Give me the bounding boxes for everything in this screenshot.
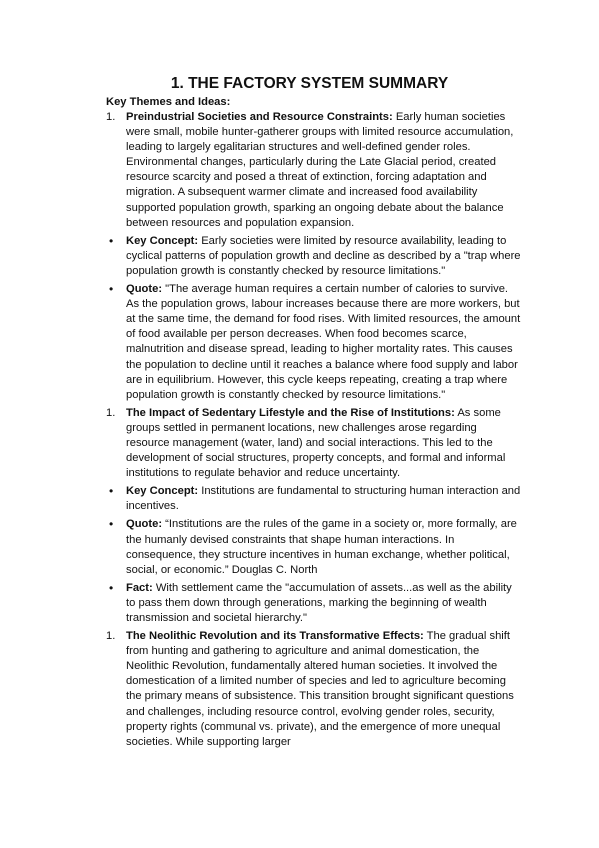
- item-text: “Institutions are the rules of the game in a society or, more formally, are the humanly devised constraints that shape human interactions. In consequence, they structure incentives in human exchange, whether political, social, or economic.” Douglas C. North: [126, 518, 517, 576]
- list-item: [106, 517, 521, 577]
- list-item: [106, 406, 521, 481]
- item-text: The gradual shift from hunting and gathering to agriculture and animal domestication, the Neolithic Revolution, fundamentally altered human societies. It involved the domestication of a limited number of species and led to agriculture becoming the primary means of subsistence. This transition brought significant questions and challenges, including resource control, evolving gender roles, security, property rights (communal vs. private), and the emergence of more unequal societies. While supporting larger: [126, 630, 514, 748]
- list-item: [106, 282, 521, 403]
- list-item: [106, 484, 521, 514]
- item-text: Institutions are fundamental to structuring human interaction and incentives.: [126, 485, 521, 513]
- bullet-marker: •: [109, 580, 114, 595]
- number-marker: 1.: [106, 630, 116, 643]
- list-item: [106, 581, 521, 626]
- item-label: Key Concept:: [126, 234, 199, 247]
- themes-list: [106, 110, 521, 750]
- item-label: Key Concept:: [126, 485, 199, 498]
- bullet-marker: •: [109, 282, 114, 297]
- item-text: "The average human requires a certain number of calories to survive. As the population grows, labour increases because there are more workers, but at the same time, the demand for food rises. With limited resources, the amount of food available per person decreases. When food becomes scarce, malnutrition and disease spread, leading to higher mortality rates. This causes the population to decline until it reaches a balance where food supply and labor are in equilibrium. However, this cycle keeps repeating, creating a trap where population growth is constantly checked by resource limitations.": [126, 283, 521, 401]
- item-label: Quote:: [126, 518, 163, 531]
- bullet-marker: •: [109, 517, 114, 532]
- item-label: The Impact of Sedentary Lifestyle and the Rise of Institutions:: [126, 406, 455, 419]
- list-item: [106, 629, 521, 750]
- item-label: The Neolithic Revolution and its Transformative Effects:: [126, 630, 424, 643]
- number-marker: 1.: [106, 111, 116, 123]
- bullet-marker: •: [109, 233, 114, 248]
- list-item: [106, 234, 521, 279]
- page-title: 1. THE FACTORY SYSTEM SUMMARY: [170, 75, 449, 92]
- item-text: Early human societies were small, mobile hunter-gatherer groups with limited resource accumulation, leading to largely egalitarian structures and well-defined gender roles. Environmental changes, particularly during the Late Glacial period, created resource scarcity and posed a threat of extinction, forcing adaptation and migration. A subsequent warmer climate and increased food availability supported population growth, sparking an ongoing debate about the balance between resources and population expansion.: [126, 111, 514, 229]
- item-text: As some groups settled in permanent locations, new challenges arose regarding resource management (water, land) and social interactions. This led to the development of social structures, property concepts, and formal and informal institutions to regulate behavior and reduce uncertainty.: [126, 406, 506, 480]
- item-label: Fact:: [126, 581, 153, 594]
- item-label: Preindustrial Societies and Resource Constraints:: [126, 111, 393, 123]
- list-item: [106, 110, 521, 231]
- item-text: With settlement came the "accumulation of assets...as well as the ability to pass them down through generations, marking the beginning of wealth transmission and societal hierarchy.": [126, 581, 512, 624]
- item-label: Quote:: [126, 283, 163, 296]
- bullet-marker: •: [109, 484, 114, 499]
- item-text: Early societies were limited by resource availability, leading to cyclical patterns of population growth and decline as described by a "trap where population growth is constantly checked by resource limitations.": [126, 234, 521, 277]
- number-marker: 1.: [106, 406, 116, 419]
- key-themes-heading: Key Themes and Ideas:: [106, 96, 231, 108]
